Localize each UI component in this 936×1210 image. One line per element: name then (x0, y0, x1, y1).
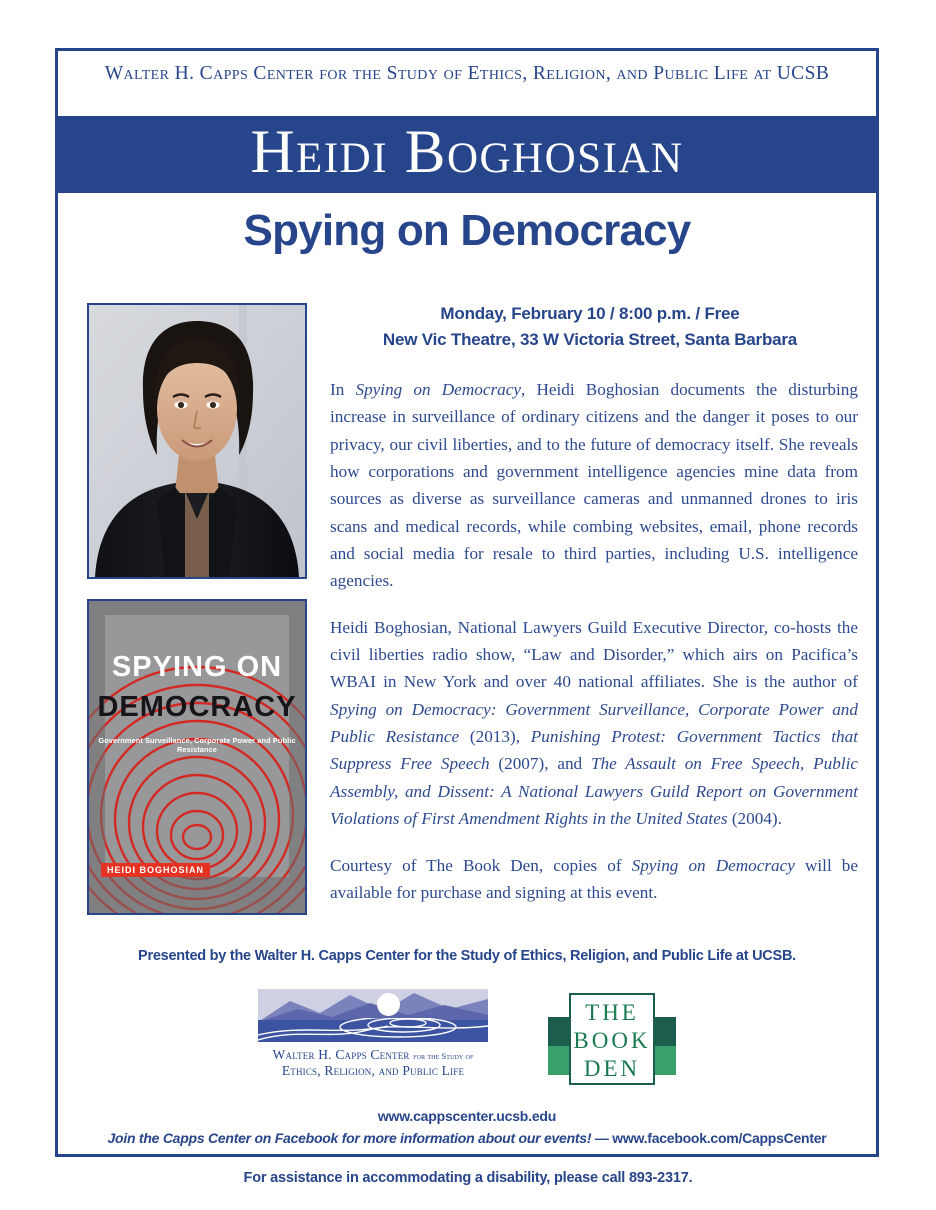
capps-logo-text-line2: Ethics, Religion, and Public Life (281, 1063, 465, 1078)
capps-logo-name: Walter H. Capps Center (272, 1047, 410, 1062)
website-link[interactable]: www.cappscenter.ucsb.edu (377, 1108, 557, 1124)
paragraph-bookseller (330, 852, 858, 907)
book-cover-title-line2: DEMOCRACY (97, 691, 297, 723)
p2-year-2: (2007), and (489, 754, 591, 774)
paragraph-book-description (330, 376, 858, 595)
book-cover (87, 599, 307, 915)
sun-icon (377, 993, 400, 1016)
facebook-line[interactable] (58, 1130, 876, 1146)
p2-year-3: (2004). (727, 809, 782, 829)
event-date-time-price: Monday, February 10 / 8:00 p.m. / Free (440, 304, 740, 323)
capps-center-logo (258, 989, 488, 1079)
poster-frame (55, 48, 879, 1157)
logo-row (58, 989, 876, 1094)
body-copy (330, 376, 858, 906)
book-cover-author: HEIDI BOGHOSIAN (101, 863, 210, 877)
p1-lead-in: In (330, 380, 356, 399)
p2-book-title-3: The Assault on Free Speech, Public Assembly, and Dissent: A National Lawyers Guild Report on Government Violations of First Amendment Rights in the United States (330, 754, 858, 829)
speaker-portrait (87, 303, 307, 579)
book-den-line1: THE (585, 1000, 639, 1025)
p3-book-title: Spying on Democracy (631, 855, 795, 875)
paragraph-speaker-bio (330, 614, 858, 833)
p2-year-1: (2013), (459, 727, 531, 747)
portrait-image (89, 305, 305, 577)
p2-lead-in: Heidi Boghosian, National Lawyers Guild Executive Director, co-hosts the civil liberties radio show, “Law and Disorder,” which airs on Pacifica’s WBAI in New York and over 40 national affiliates. She is the author of (330, 617, 858, 692)
capps-logo-tagline: for the Study of (413, 1052, 474, 1061)
event-venue: New Vic Theatre, 33 W Victoria Street, Santa Barbara (382, 329, 798, 349)
p1-rest: , Heidi Boghosian documents the disturbing increase in surveillance of ordinary citizens and the danger it poses to our privacy, our civil liberties, and to the future of democracy itself. She reveals how corporations and government intelligence agencies mine data from sources as diverse as surveillance cameras and unmanned drones to iris scans and medical records, while combing websites, email, phone records and social media for resale to third parties, including U.S. intelligence agencies. (330, 380, 858, 591)
p2-book-title-1: Spying on Democracy: Government Surveillance, Corporate Power and Public Resistance (330, 699, 858, 747)
p2-book-title-2: Punishing Protest: Government Tactics that Suppress Free Speech (330, 727, 858, 774)
event-details (330, 301, 850, 352)
capps-logo-artwork (258, 989, 488, 1042)
capps-logo-text-line1 (258, 1047, 488, 1063)
organization-line: Walter H. Capps Center for the Study of Ethics, Religion, and Public Life at UCSB (104, 63, 830, 84)
book-cover-subtitle: Government Surveillance, Corporate Power and Public Resistance (98, 736, 296, 754)
p1-book-title: Spying on Democracy (355, 380, 521, 399)
book-den-logo (548, 991, 676, 1089)
book-den-line3: DEN (583, 1056, 641, 1081)
accessibility-note: For assistance in accommodating a disability, please call 893-2317. (243, 1170, 693, 1186)
presented-by-line: Presented by the Walter H. Capps Center for the Study of Ethics, Religion, and Public Life at UCSB. (138, 948, 796, 964)
book-den-wordmark (569, 993, 655, 1085)
book-den-line2: BOOK (573, 1028, 651, 1053)
water-ripples-icon (258, 1018, 488, 1042)
talk-title: Spying on Democracy (243, 206, 691, 255)
p3-rest: will be available for purchase and signing at this event. (330, 855, 858, 902)
facebook-url[interactable]: www.facebook.com/CappsCenter (612, 1130, 827, 1146)
speaker-name: Heidi Boghosian (250, 119, 684, 186)
speaker-name-banner (58, 116, 876, 193)
facebook-invite-text: Join the Capps Center on Facebook for more information about our events! — (107, 1130, 613, 1146)
p3-lead-in: Courtesy of The Book Den, copies of (330, 855, 632, 875)
book-cover-title-line1: SPYING ON (111, 651, 283, 683)
